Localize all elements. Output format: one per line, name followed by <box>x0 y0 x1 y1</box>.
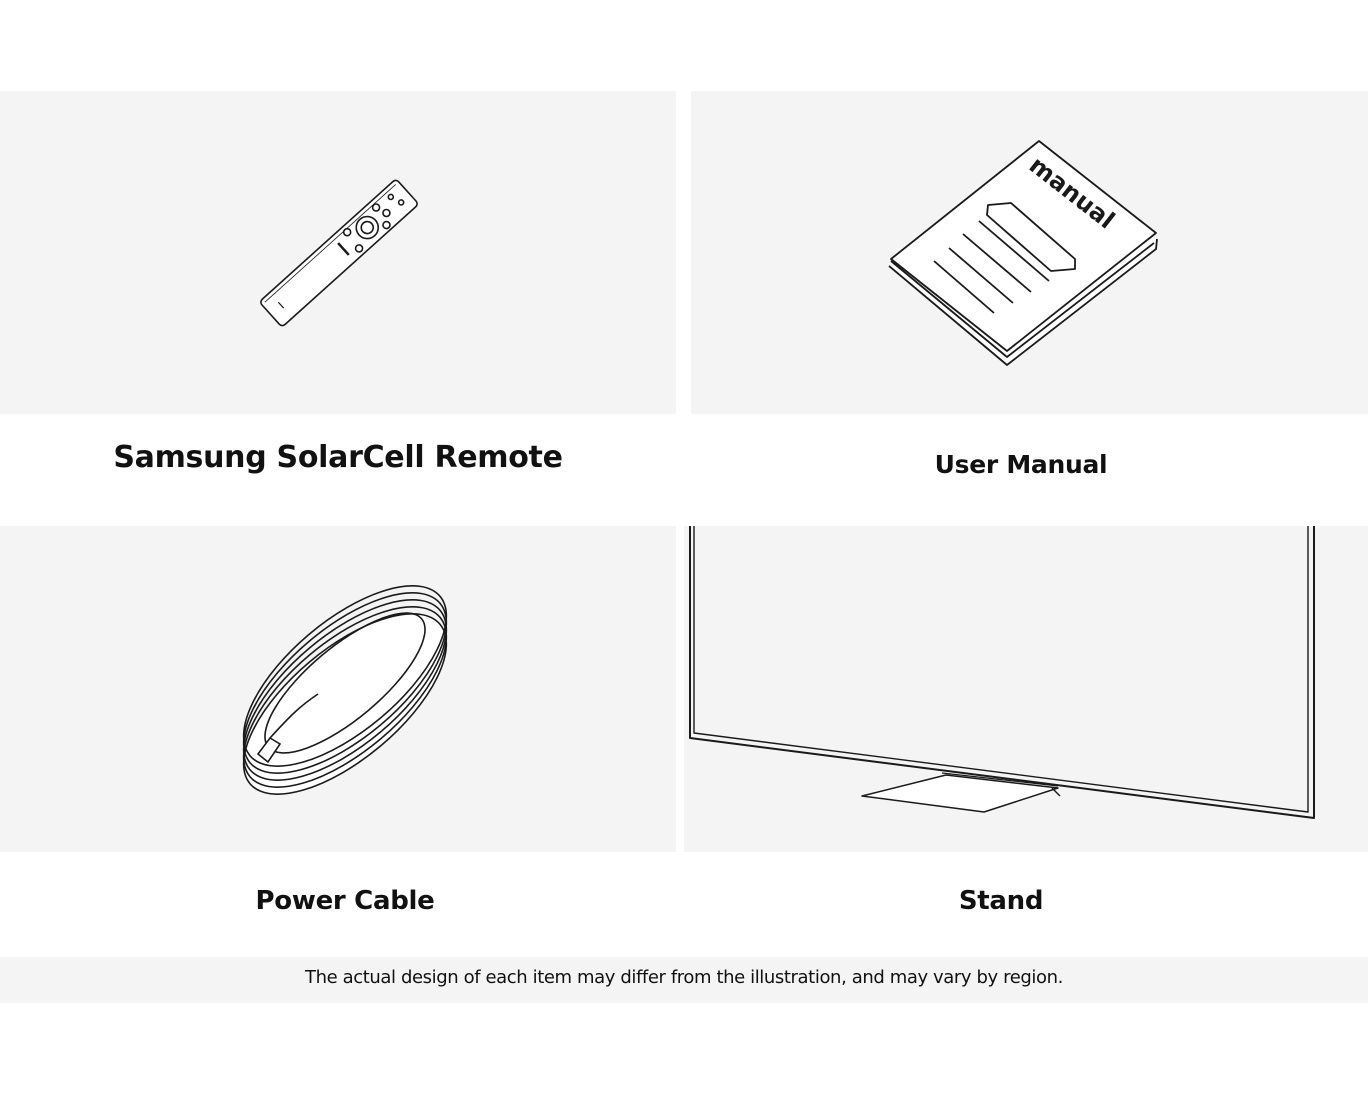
item-label-stand: Stand <box>958 886 1044 916</box>
manual-cover-text: manual <box>1023 150 1120 235</box>
item-panel-stand <box>684 526 1368 852</box>
manual-booklet-icon <box>691 91 1368 414</box>
item-label-cable: Power Cable <box>255 886 435 916</box>
coiled-cable-icon <box>0 526 676 852</box>
disclaimer-text: The actual design of each item may differ from the illustration, and may vary by region. <box>305 967 1063 988</box>
remote-control-icon <box>0 91 676 414</box>
item-panel-manual <box>691 91 1368 414</box>
item-label-remote: Samsung SolarCell Remote <box>113 440 563 475</box>
item-label-manual: User Manual <box>934 450 1108 479</box>
item-panel-remote <box>0 91 676 414</box>
tv-stand-icon <box>684 526 1368 852</box>
item-panel-cable <box>0 526 676 852</box>
